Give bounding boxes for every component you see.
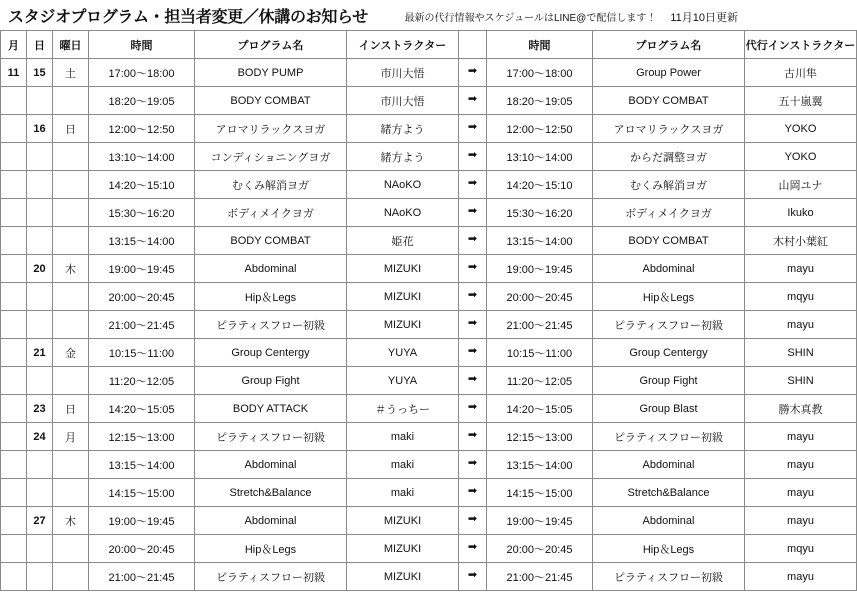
cell-program-original: ピラティスフロー初級 <box>195 423 347 451</box>
arrow-right-icon: ➡ <box>459 115 487 143</box>
cell-program-substitute: Abdominal <box>593 255 745 283</box>
cell-day: 27 <box>27 507 53 535</box>
cell-dayofweek <box>53 87 89 115</box>
cell-program-original: アロマリラックスヨガ <box>195 115 347 143</box>
arrow-right-icon: ➡ <box>459 535 487 563</box>
cell-day: 24 <box>27 423 53 451</box>
cell-time-original: 14:20～15:05 <box>89 395 195 423</box>
col-arrow <box>459 31 487 59</box>
table-header-row <box>1 31 857 59</box>
cell-month <box>1 395 27 423</box>
cell-day <box>27 311 53 339</box>
cell-month <box>1 115 27 143</box>
cell-program-substitute: BODY COMBAT <box>593 87 745 115</box>
cell-day: 20 <box>27 255 53 283</box>
cell-dayofweek <box>53 171 89 199</box>
table-row <box>1 283 857 311</box>
cell-day: 15 <box>27 59 53 87</box>
cell-dayofweek: 月 <box>53 423 89 451</box>
cell-time-substitute: 12:00～12:50 <box>487 115 593 143</box>
cell-program-original: Abdominal <box>195 255 347 283</box>
cell-dayofweek <box>53 479 89 507</box>
cell-instructor-original: YUYA <box>347 339 459 367</box>
table-row <box>1 563 857 591</box>
cell-instructor-substitute: YOKO <box>745 143 857 171</box>
cell-program-original: ピラティスフロー初級 <box>195 311 347 339</box>
col-time-substitute: 時間 <box>487 31 593 59</box>
cell-instructor-substitute: mqyu <box>745 535 857 563</box>
cell-program-original: ピラティスフロー初級 <box>195 563 347 591</box>
cell-instructor-substitute: Ikuko <box>745 199 857 227</box>
col-time-original: 時間 <box>89 31 195 59</box>
table-row <box>1 87 857 115</box>
cell-instructor-substitute: mayu <box>745 423 857 451</box>
cell-program-substitute: ピラティスフロー初級 <box>593 563 745 591</box>
cell-month <box>1 507 27 535</box>
table-row <box>1 451 857 479</box>
cell-time-substitute: 14:20～15:05 <box>487 395 593 423</box>
cell-instructor-substitute: YOKO <box>745 115 857 143</box>
arrow-right-icon: ➡ <box>459 59 487 87</box>
cell-program-substitute: ピラティスフロー初級 <box>593 311 745 339</box>
arrow-right-icon: ➡ <box>459 143 487 171</box>
col-instructor-original: インストラクター <box>347 31 459 59</box>
table-row <box>1 59 857 87</box>
cell-instructor-substitute: mayu <box>745 311 857 339</box>
cell-instructor-original: YUYA <box>347 367 459 395</box>
cell-time-original: 14:20～15:10 <box>89 171 195 199</box>
cell-program-substitute: Abdominal <box>593 507 745 535</box>
page-header <box>0 0 750 30</box>
cell-program-substitute: BODY COMBAT <box>593 227 745 255</box>
cell-instructor-original: NAoKO <box>347 171 459 199</box>
cell-program-substitute: Group Power <box>593 59 745 87</box>
cell-time-substitute: 11:20～12:05 <box>487 367 593 395</box>
table-row <box>1 339 857 367</box>
cell-month <box>1 479 27 507</box>
cell-program-original: むくみ解消ヨガ <box>195 171 347 199</box>
arrow-right-icon: ➡ <box>459 423 487 451</box>
cell-program-original: Group Fight <box>195 367 347 395</box>
cell-time-substitute: 13:10～14:00 <box>487 143 593 171</box>
cell-program-original: BODY PUMP <box>195 59 347 87</box>
cell-day: 21 <box>27 339 53 367</box>
cell-dayofweek: 木 <box>53 507 89 535</box>
cell-instructor-original: MIZUKI <box>347 535 459 563</box>
cell-month <box>1 339 27 367</box>
cell-program-original: BODY COMBAT <box>195 87 347 115</box>
col-month: 月 <box>1 31 27 59</box>
arrow-right-icon: ➡ <box>459 563 487 591</box>
cell-program-original: ボディメイクヨガ <box>195 199 347 227</box>
table-row <box>1 507 857 535</box>
arrow-right-icon: ➡ <box>459 171 487 199</box>
cell-instructor-substitute: mayu <box>745 479 857 507</box>
cell-dayofweek: 日 <box>53 395 89 423</box>
cell-month <box>1 199 27 227</box>
cell-dayofweek <box>53 283 89 311</box>
cell-day <box>27 143 53 171</box>
cell-instructor-original: MIZUKI <box>347 563 459 591</box>
schedule-table <box>0 30 857 591</box>
arrow-right-icon: ➡ <box>459 479 487 507</box>
cell-time-substitute: 12:15～13:00 <box>487 423 593 451</box>
cell-month <box>1 451 27 479</box>
arrow-right-icon: ➡ <box>459 367 487 395</box>
table-row <box>1 171 857 199</box>
cell-program-original: BODY COMBAT <box>195 227 347 255</box>
arrow-right-icon: ➡ <box>459 507 487 535</box>
cell-day: 23 <box>27 395 53 423</box>
schedule-body <box>1 59 857 591</box>
cell-instructor-substitute: mqyu <box>745 283 857 311</box>
arrow-right-icon: ➡ <box>459 451 487 479</box>
cell-program-substitute: Group Centergy <box>593 339 745 367</box>
table-row <box>1 395 857 423</box>
cell-instructor-substitute: 五十嵐翼 <box>745 87 857 115</box>
cell-instructor-original: 市川大悟 <box>347 59 459 87</box>
cell-instructor-original: 市川大悟 <box>347 87 459 115</box>
table-row <box>1 227 857 255</box>
cell-time-substitute: 15:30～16:20 <box>487 199 593 227</box>
col-dow: 曜日 <box>53 31 89 59</box>
header-meta <box>405 9 742 26</box>
cell-instructor-substitute: SHIN <box>745 339 857 367</box>
cell-instructor-original: maki <box>347 423 459 451</box>
cell-instructor-substitute: 木村小葉紅 <box>745 227 857 255</box>
cell-time-substitute: 20:00～20:45 <box>487 283 593 311</box>
cell-month <box>1 423 27 451</box>
cell-instructor-original: MIZUKI <box>347 283 459 311</box>
cell-instructor-substitute: 山岡ユナ <box>745 171 857 199</box>
cell-instructor-original: MIZUKI <box>347 507 459 535</box>
cell-time-substitute: 19:00～19:45 <box>487 255 593 283</box>
cell-dayofweek <box>53 451 89 479</box>
cell-time-original: 14:15～15:00 <box>89 479 195 507</box>
cell-month <box>1 171 27 199</box>
cell-instructor-original: 緒方よう <box>347 143 459 171</box>
cell-time-original: 13:15～14:00 <box>89 227 195 255</box>
table-row <box>1 367 857 395</box>
cell-dayofweek: 金 <box>53 339 89 367</box>
arrow-right-icon: ➡ <box>459 339 487 367</box>
arrow-right-icon: ➡ <box>459 87 487 115</box>
cell-program-substitute: からだ調整ヨガ <box>593 143 745 171</box>
cell-dayofweek: 日 <box>53 115 89 143</box>
cell-program-substitute: Hip＆Legs <box>593 535 745 563</box>
cell-day <box>27 227 53 255</box>
cell-program-original: Stretch&Balance <box>195 479 347 507</box>
cell-time-substitute: 19:00～19:45 <box>487 507 593 535</box>
table-row <box>1 423 857 451</box>
cell-program-substitute: むくみ解消ヨガ <box>593 171 745 199</box>
cell-day: 16 <box>27 115 53 143</box>
cell-time-original: 21:00～21:45 <box>89 311 195 339</box>
cell-program-original: Hip＆Legs <box>195 283 347 311</box>
cell-month <box>1 535 27 563</box>
cell-instructor-substitute: 勝木真教 <box>745 395 857 423</box>
arrow-right-icon: ➡ <box>459 227 487 255</box>
table-row <box>1 535 857 563</box>
cell-instructor-substitute: mayu <box>745 255 857 283</box>
cell-program-substitute: Abdominal <box>593 451 745 479</box>
cell-program-substitute: Hip＆Legs <box>593 283 745 311</box>
cell-time-substitute: 20:00～20:45 <box>487 535 593 563</box>
cell-time-original: 17:00～18:00 <box>89 59 195 87</box>
table-row <box>1 143 857 171</box>
cell-dayofweek <box>53 367 89 395</box>
arrow-right-icon: ➡ <box>459 311 487 339</box>
cell-day <box>27 199 53 227</box>
cell-program-substitute: Group Blast <box>593 395 745 423</box>
col-program-original: プログラム名 <box>195 31 347 59</box>
cell-time-original: 10:15～11:00 <box>89 339 195 367</box>
cell-instructor-substitute: mayu <box>745 563 857 591</box>
cell-dayofweek <box>53 199 89 227</box>
cell-time-substitute: 14:20～15:10 <box>487 171 593 199</box>
cell-instructor-substitute: 古川隼 <box>745 59 857 87</box>
cell-month <box>1 227 27 255</box>
cell-month <box>1 311 27 339</box>
cell-program-original: コンディショニングヨガ <box>195 143 347 171</box>
cell-instructor-substitute: mayu <box>745 451 857 479</box>
cell-program-original: Abdominal <box>195 507 347 535</box>
cell-dayofweek <box>53 143 89 171</box>
cell-time-original: 18:20～19:05 <box>89 87 195 115</box>
cell-instructor-original: NAoKO <box>347 199 459 227</box>
cell-time-substitute: 13:15～14:00 <box>487 227 593 255</box>
line-announcement-note: 最新の代行情報やスケジュールはLINE@で配信します！ <box>404 13 657 24</box>
table-row <box>1 311 857 339</box>
cell-program-substitute: Stretch&Balance <box>593 479 745 507</box>
cell-time-original: 12:15～13:00 <box>89 423 195 451</box>
cell-program-substitute: ボディメイクヨガ <box>593 199 745 227</box>
cell-dayofweek: 木 <box>53 255 89 283</box>
cell-program-original: Hip＆Legs <box>195 535 347 563</box>
cell-time-substitute: 17:00～18:00 <box>487 59 593 87</box>
arrow-right-icon: ➡ <box>459 255 487 283</box>
cell-time-original: 21:00～21:45 <box>89 563 195 591</box>
col-day: 日 <box>27 31 53 59</box>
cell-instructor-original: 緒方よう <box>347 115 459 143</box>
col-program-substitute: プログラム名 <box>593 31 745 59</box>
cell-instructor-substitute: mayu <box>745 507 857 535</box>
cell-program-original: Abdominal <box>195 451 347 479</box>
table-row <box>1 255 857 283</box>
cell-program-original: BODY ATTACK <box>195 395 347 423</box>
cell-time-original: 13:10～14:00 <box>89 143 195 171</box>
cell-day <box>27 535 53 563</box>
cell-day <box>27 563 53 591</box>
cell-month <box>1 563 27 591</box>
cell-day <box>27 87 53 115</box>
cell-dayofweek <box>53 311 89 339</box>
cell-instructor-original: MIZUKI <box>347 255 459 283</box>
cell-instructor-original: 姫花 <box>347 227 459 255</box>
cell-dayofweek <box>53 535 89 563</box>
cell-time-original: 11:20～12:05 <box>89 367 195 395</box>
cell-time-substitute: 21:00～21:45 <box>487 311 593 339</box>
cell-time-original: 20:00～20:45 <box>89 283 195 311</box>
cell-month <box>1 255 27 283</box>
cell-time-original: 19:00～19:45 <box>89 507 195 535</box>
cell-instructor-original: maki <box>347 451 459 479</box>
cell-time-substitute: 18:20～19:05 <box>487 87 593 115</box>
cell-instructor-substitute: SHIN <box>745 367 857 395</box>
cell-time-original: 13:15～14:00 <box>89 451 195 479</box>
table-row <box>1 199 857 227</box>
cell-dayofweek <box>53 563 89 591</box>
cell-program-substitute: ピラティスフロー初級 <box>593 423 745 451</box>
table-row <box>1 115 857 143</box>
cell-dayofweek: 土 <box>53 59 89 87</box>
table-row <box>1 479 857 507</box>
cell-day <box>27 367 53 395</box>
cell-month <box>1 143 27 171</box>
arrow-right-icon: ➡ <box>459 199 487 227</box>
cell-time-original: 12:00～12:50 <box>89 115 195 143</box>
cell-month <box>1 87 27 115</box>
cell-instructor-original: MIZUKI <box>347 311 459 339</box>
cell-day <box>27 479 53 507</box>
cell-month <box>1 367 27 395</box>
cell-time-original: 15:30～16:20 <box>89 199 195 227</box>
cell-program-substitute: アロマリラックスヨガ <box>593 115 745 143</box>
arrow-right-icon: ➡ <box>459 283 487 311</box>
cell-month: 11 <box>1 59 27 87</box>
cell-month <box>1 283 27 311</box>
cell-instructor-original: ＃うっちー <box>347 395 459 423</box>
last-updated-label: 11月10日更新 <box>670 12 738 24</box>
cell-day <box>27 451 53 479</box>
cell-program-substitute: Group Fight <box>593 367 745 395</box>
cell-instructor-original: maki <box>347 479 459 507</box>
cell-time-substitute: 13:15～14:00 <box>487 451 593 479</box>
cell-program-original: Group Centergy <box>195 339 347 367</box>
col-instructor-substitute: 代行インストラクター <box>745 31 857 59</box>
cell-time-substitute: 10:15～11:00 <box>487 339 593 367</box>
cell-time-original: 20:00～20:45 <box>89 535 195 563</box>
cell-day <box>27 171 53 199</box>
cell-dayofweek <box>53 227 89 255</box>
cell-time-substitute: 14:15～15:00 <box>487 479 593 507</box>
arrow-right-icon: ➡ <box>459 395 487 423</box>
cell-time-substitute: 21:00～21:45 <box>487 563 593 591</box>
page-title: スタジオプログラム・担当者変更／休講のお知らせ <box>8 9 368 26</box>
cell-day <box>27 283 53 311</box>
cell-time-original: 19:00～19:45 <box>89 255 195 283</box>
